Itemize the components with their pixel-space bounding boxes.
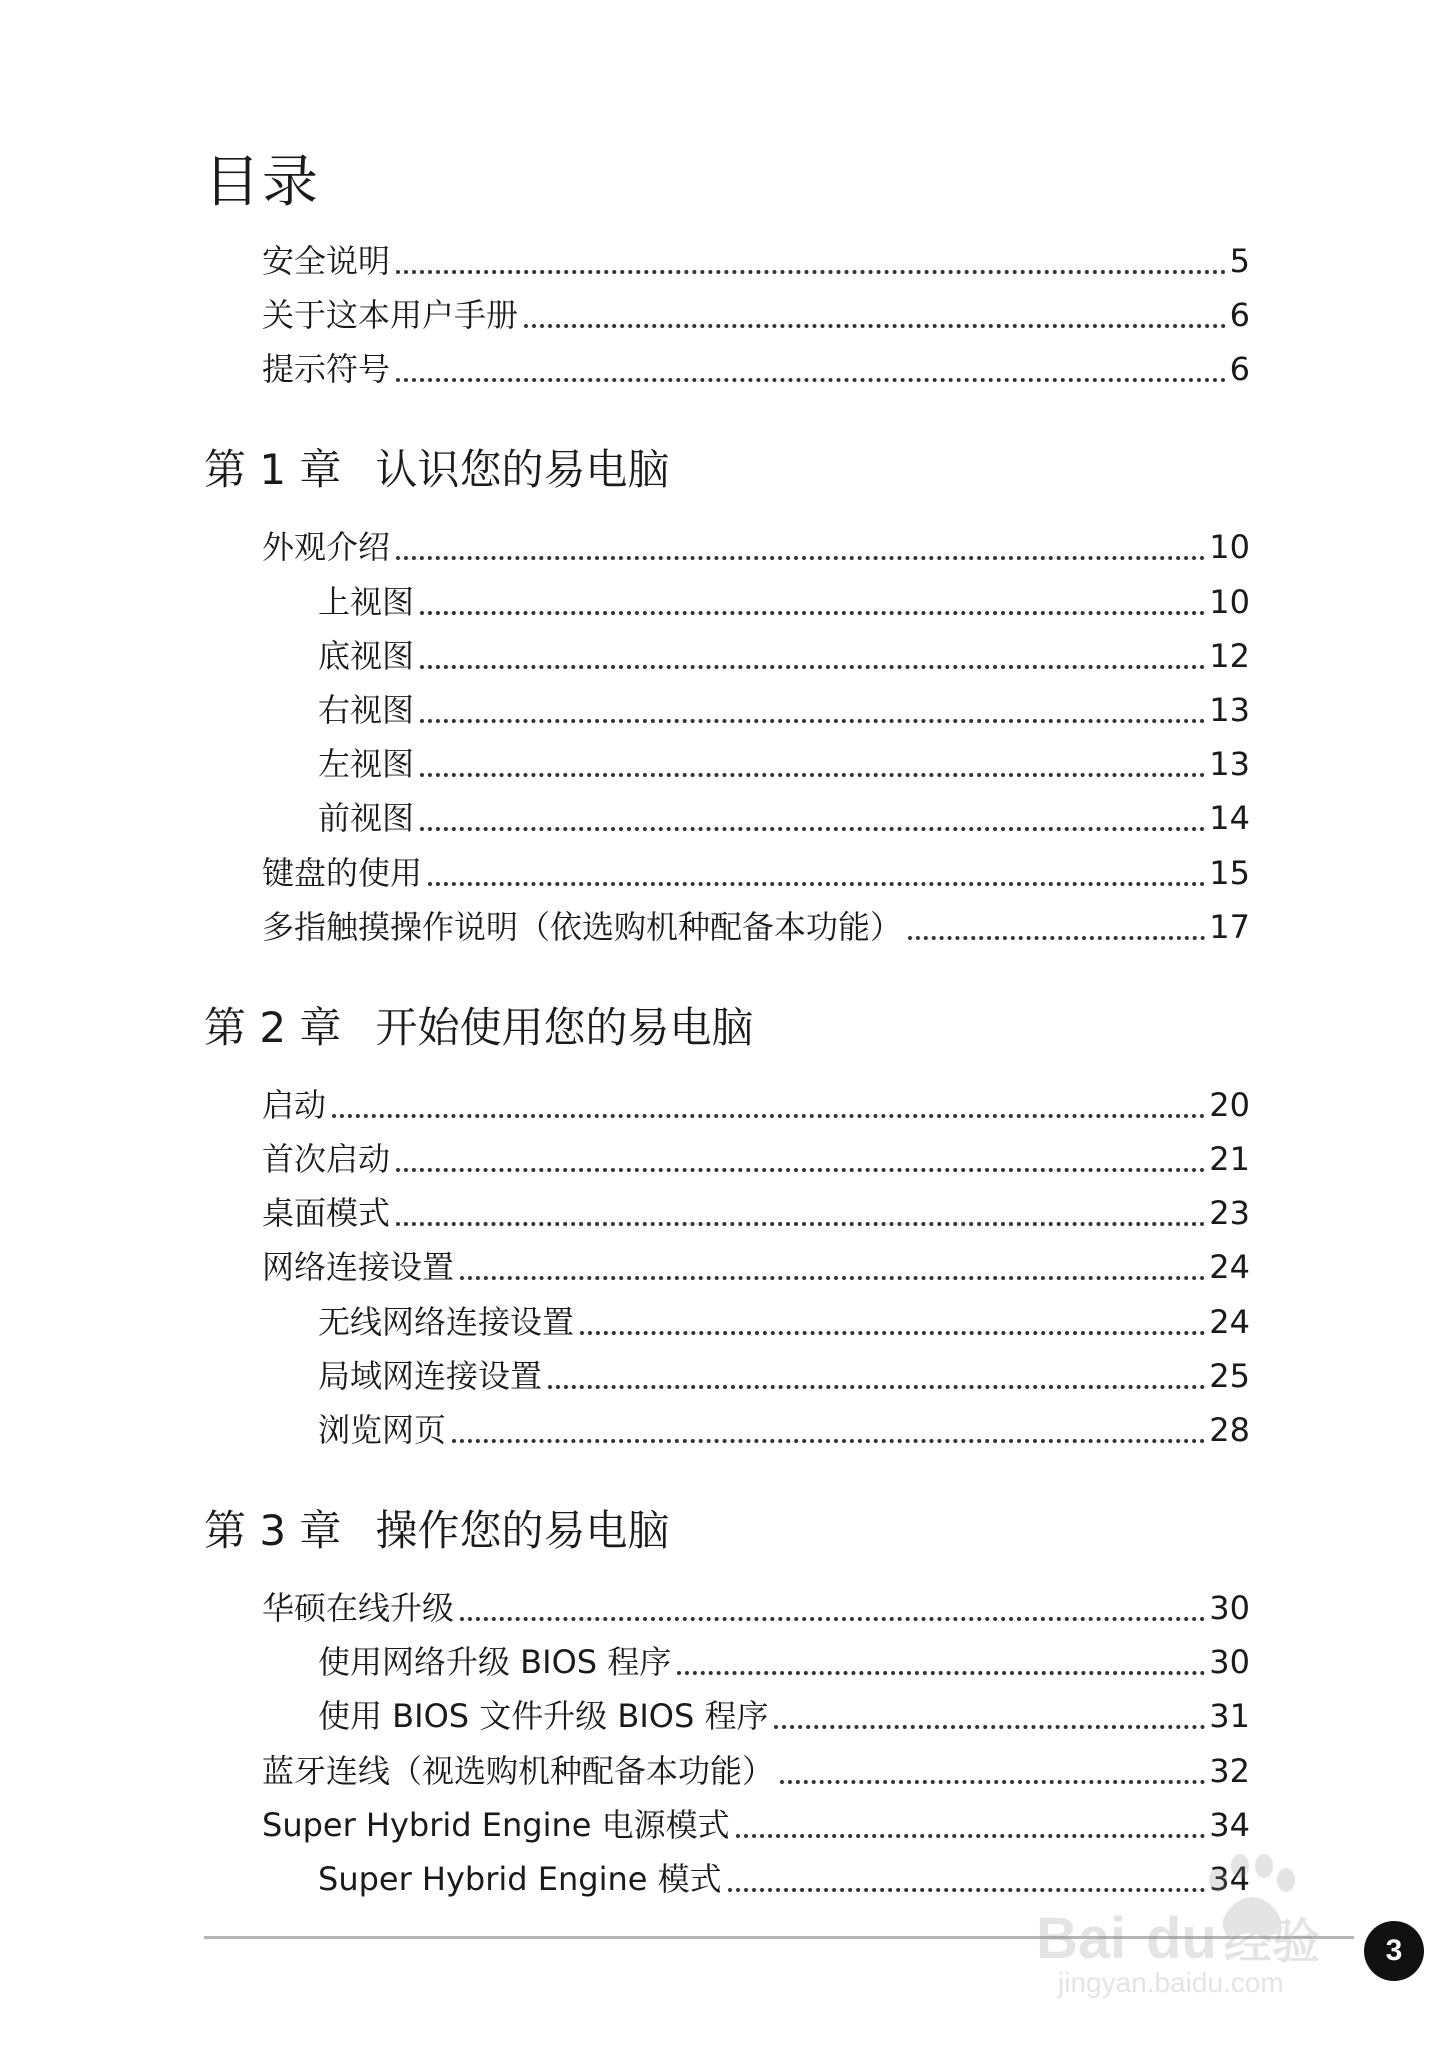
toc-entry-page: 24: [1209, 1302, 1250, 1341]
toc-entry-page: 34: [1209, 1860, 1250, 1898]
dot-leader: [396, 270, 1226, 274]
toc-entry-label: 蓝牙连线（视选购机种配备本功能）: [262, 1751, 775, 1790]
toc-entry-label: 无线网络连接设置: [318, 1302, 575, 1341]
toc-entry-page: 24: [1209, 1248, 1250, 1287]
toc-entry-page: 21: [1209, 1140, 1250, 1178]
page-title: 目录: [204, 150, 320, 215]
dot-leader: [460, 1617, 1205, 1621]
toc-entry-page: 10: [1209, 582, 1250, 621]
toc-entry-page: 34: [1209, 1805, 1250, 1844]
toc-entry-label: 浏览网页: [318, 1411, 447, 1449]
chapter-title: 操作您的易电脑: [375, 1506, 670, 1555]
toc-entry-page: 23: [1209, 1194, 1250, 1233]
chapter-title: 开始使用您的易电脑: [375, 1002, 754, 1052]
toc-entry-page: 17: [1209, 907, 1250, 946]
dot-leader: [728, 1888, 1206, 1892]
toc-entry-page: 31: [1209, 1697, 1250, 1736]
toc-entry-label: Super Hybrid Engine 模式: [318, 1860, 722, 1898]
toc-entry[interactable]: [262, 292, 1250, 338]
toc-entry[interactable]: [318, 1353, 1250, 1399]
toc-entry[interactable]: [318, 1639, 1250, 1685]
dot-leader: [420, 827, 1205, 831]
toc-entry-label: 外观介绍: [262, 528, 391, 567]
toc-entry[interactable]: [318, 795, 1250, 841]
toc-entry-label: 使用 BIOS 文件升级 BIOS 程序: [318, 1697, 769, 1736]
toc-entry-page: 28: [1209, 1411, 1250, 1449]
toc-entry-page: 13: [1209, 745, 1250, 784]
dot-leader: [908, 936, 1205, 940]
page-number-badge: 3: [1364, 1921, 1424, 1981]
dot-leader: [677, 1671, 1205, 1675]
toc-entry[interactable]: [318, 1856, 1250, 1902]
toc-entry-label: 首次启动: [262, 1140, 391, 1178]
toc-entry-page: 30: [1209, 1643, 1250, 1682]
toc-entry-label: 局域网连接设置: [318, 1356, 543, 1395]
chapter-heading: [204, 440, 669, 500]
toc-entry[interactable]: [262, 1585, 1250, 1631]
toc-entry-label: 多指触摸操作说明（依选购机种配备本功能）: [262, 907, 903, 946]
toc-entry-label: 安全说明: [262, 242, 391, 280]
dot-leader: [524, 324, 1226, 328]
toc-entry-label: 左视图: [318, 745, 415, 784]
chapter-title: 认识您的易电脑: [375, 445, 670, 495]
toc-entry-page: 14: [1209, 799, 1250, 838]
svg-text:Bai: Bai: [1036, 1906, 1127, 1971]
toc-entry[interactable]: [318, 687, 1250, 733]
dot-leader: [548, 1385, 1205, 1389]
toc-entry[interactable]: [262, 346, 1250, 392]
chapter-number: 第 3 章: [204, 1506, 342, 1555]
toc-entry-label: 华硕在线升级: [262, 1589, 455, 1627]
dot-leader: [428, 882, 1205, 886]
toc-entry-page: 20: [1209, 1085, 1250, 1124]
toc-entry[interactable]: [262, 1802, 1250, 1848]
toc-entry[interactable]: [318, 633, 1250, 679]
toc-entry-page: 6: [1229, 296, 1250, 335]
toc-entry-label: 网络连接设置: [262, 1248, 455, 1287]
toc-entry-label: 关于这本用户手册: [262, 296, 519, 335]
svg-text:jingyan.baidu.com: jingyan.baidu.com: [1058, 1967, 1284, 1998]
dot-leader: [780, 1780, 1205, 1784]
toc-entry-label: 启动: [262, 1085, 327, 1124]
dot-leader: [396, 1222, 1205, 1226]
toc-entry-page: 13: [1209, 691, 1250, 729]
toc-entry-page: 15: [1209, 853, 1250, 892]
toc-entry-label: 底视图: [318, 636, 415, 675]
toc-entry[interactable]: [318, 1693, 1250, 1739]
chapter-number: 第 1 章: [204, 445, 342, 495]
dot-leader: [420, 719, 1205, 723]
toc-entry[interactable]: [318, 1299, 1250, 1345]
dot-leader: [460, 1276, 1205, 1280]
toc-entry-label: 提示符号: [262, 350, 391, 389]
svg-text:经验: 经验: [1224, 1914, 1321, 1970]
toc-entry[interactable]: [262, 904, 1250, 950]
toc-entry-page: 6: [1229, 350, 1250, 389]
toc-entry[interactable]: [262, 1244, 1250, 1290]
chapter-number: 第 2 章: [204, 1002, 342, 1052]
toc-entry[interactable]: [262, 1082, 1250, 1128]
footer-rule: [204, 1936, 1354, 1939]
toc-entry-page: 12: [1209, 636, 1250, 675]
toc-entry-page: 30: [1209, 1589, 1250, 1627]
toc-entry-label: 右视图: [318, 691, 415, 729]
dot-leader: [420, 665, 1205, 669]
dot-leader: [774, 1725, 1205, 1729]
toc-entry[interactable]: [318, 579, 1250, 625]
toc-entry[interactable]: [262, 524, 1250, 570]
dot-leader: [396, 378, 1226, 382]
toc-entry-label: 使用网络升级 BIOS 程序: [318, 1643, 672, 1682]
dot-leader: [736, 1834, 1206, 1838]
dot-leader: [396, 556, 1205, 560]
dot-leader: [396, 1168, 1205, 1172]
toc-entry-label: 前视图: [318, 799, 415, 838]
toc-entry[interactable]: [262, 1190, 1250, 1236]
toc-entry-label: Super Hybrid Engine 电源模式: [262, 1805, 730, 1844]
dot-leader: [452, 1439, 1205, 1443]
toc-entry-label: 上视图: [318, 582, 415, 621]
toc-entry-page: 10: [1209, 528, 1250, 567]
toc-entry[interactable]: [262, 238, 1250, 284]
toc-entry-page: 32: [1209, 1751, 1250, 1790]
toc-entry[interactable]: [318, 1407, 1250, 1453]
dot-leader: [420, 773, 1205, 777]
toc-entry-page: 5: [1229, 242, 1250, 280]
dot-leader: [332, 1114, 1205, 1118]
toc-entry[interactable]: [262, 850, 1250, 896]
chapter-heading: [204, 998, 753, 1058]
toc-entry-label: 键盘的使用: [262, 853, 423, 892]
toc-entry[interactable]: [262, 1748, 1250, 1794]
chapter-heading: [204, 1501, 669, 1561]
dot-leader: [420, 611, 1205, 615]
toc-entry[interactable]: [318, 741, 1250, 787]
toc-entry-page: 25: [1209, 1356, 1250, 1395]
svg-text:du: du: [1146, 1906, 1217, 1971]
dot-leader: [580, 1331, 1205, 1335]
toc-entry[interactable]: [262, 1136, 1250, 1182]
toc-entry-label: 桌面模式: [262, 1194, 391, 1233]
